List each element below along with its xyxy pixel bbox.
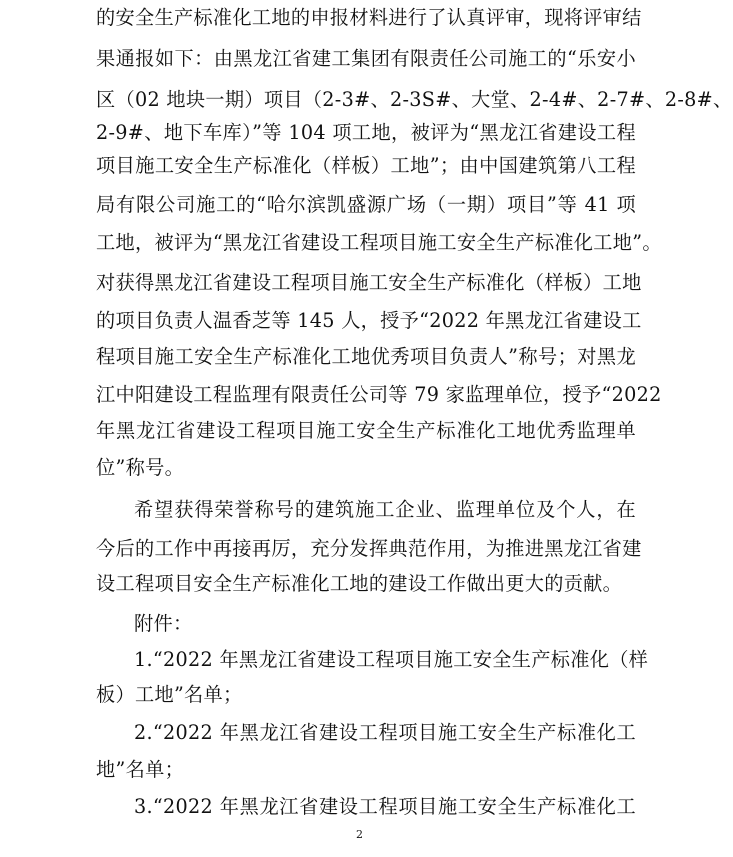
body-text-line: 的项目负责人温香芝等 145 人，授予“2022 年黑龙江省建设工 bbox=[96, 309, 642, 332]
body-text-line: 对获得黑龙江省建设工程项目施工安全生产标准化（样板）工地 bbox=[96, 271, 642, 294]
attachment-item: 1.“2022 年黑龙江省建设工程项目施工安全生产标准化（样 bbox=[134, 648, 649, 671]
body-text-line: 局有限公司施工的“哈尔滨凯盛源广场（一期）项目”等 41 项 bbox=[96, 193, 636, 216]
body-text-line: 江中阳建设工程监理有限责任公司等 79 家监理单位，授予“2022 bbox=[96, 383, 662, 406]
body-text-line: 果通报如下：由黑龙江省建工集团有限责任公司施工的“乐安小 bbox=[96, 47, 636, 70]
body-text-line: 年黑龙江省建设工程项目施工安全生产标准化工地优秀监理单 bbox=[96, 419, 636, 442]
attachment-item: 2.“2022 年黑龙江省建设工程项目施工安全生产标准化工 bbox=[134, 721, 636, 744]
attachment-item-continuation: 地”名单； bbox=[96, 758, 185, 781]
body-text-line: 位”称号。 bbox=[96, 456, 185, 479]
attachment-item-continuation: 板）工地”名单； bbox=[96, 683, 243, 706]
attachment-heading: 附件： bbox=[134, 612, 193, 635]
body-text-line: 今后的工作中再接再厉，充分发挥典范作用，为推进黑龙江省建 bbox=[96, 537, 642, 560]
body-text-line: 工地，被评为“黑龙江省建设工程项目施工安全生产标准化工地”。 bbox=[96, 231, 662, 254]
paragraph-first-line: 希望获得荣誉称号的建筑施工企业、监理单位及个人，在 bbox=[134, 498, 636, 521]
body-text-line: 2-9#、地下车库）”等 104 项工地，被评为“黑龙江省建设工程 bbox=[96, 121, 636, 144]
body-text-line: 设工程项目安全生产标准化工地的建设工作做出更大的贡献。 bbox=[96, 572, 623, 595]
body-text-line: 区（02 地块一期）项目（2-3#、2-3S#、大堂、2-4#、2-7#、2-8#、 bbox=[96, 88, 733, 111]
body-text-line: 的安全生产标准化工地的申报材料进行了认真评审，现将评审结 bbox=[96, 6, 642, 29]
body-text-line: 程项目施工安全生产标准化工地优秀项目负责人”称号；对黑龙 bbox=[96, 345, 636, 368]
body-text-line: 项目施工安全生产标准化（样板）工地”；由中国建筑第八工程 bbox=[96, 154, 636, 177]
page-number: 2 bbox=[356, 828, 363, 841]
attachment-item: 3.“2022 年黑龙江省建设工程项目施工安全生产标准化工 bbox=[134, 795, 636, 818]
